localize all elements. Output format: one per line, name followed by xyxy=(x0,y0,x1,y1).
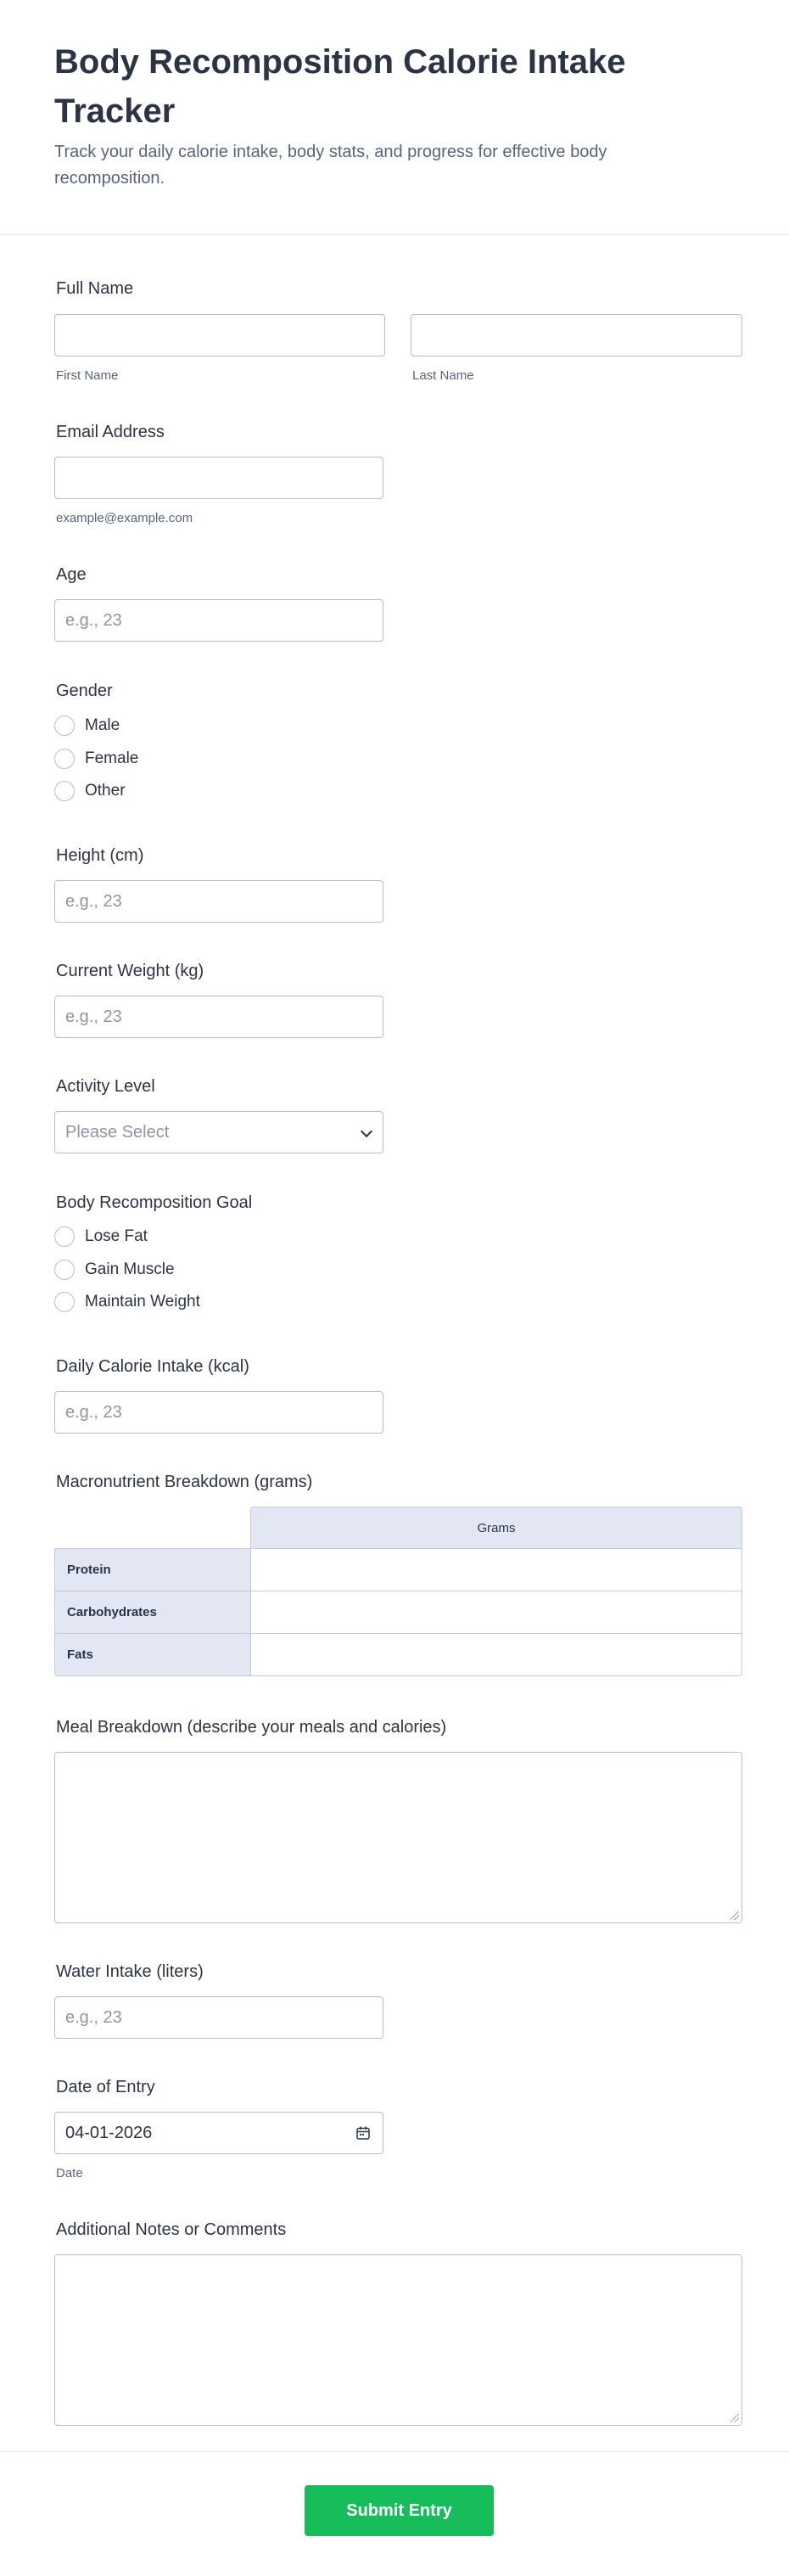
last-name-input[interactable] xyxy=(411,314,742,356)
gender-option-female[interactable] xyxy=(54,747,138,771)
weight-input[interactable] xyxy=(54,996,383,1038)
date-sublabel: Date xyxy=(56,2166,83,2180)
macros-label: Macronutrient Breakdown (grams) xyxy=(56,1473,313,1491)
date-value: 04-01-2026 xyxy=(65,2123,153,2142)
resize-handle-icon[interactable] xyxy=(730,2414,739,2422)
radio-label: Other xyxy=(85,782,126,800)
radio-button[interactable] xyxy=(54,1260,75,1280)
submit-button[interactable]: Submit Entry xyxy=(305,2485,494,2536)
date-input[interactable] xyxy=(54,2112,383,2154)
full-name-label: Full Name xyxy=(56,279,134,298)
carbohydrates-grams-input[interactable] xyxy=(250,1591,742,1634)
calories-placeholder: e.g., 23 xyxy=(65,1402,122,1422)
gender-option-other[interactable] xyxy=(54,779,126,803)
radio-label: Maintain Weight xyxy=(85,1293,200,1310)
radio-label: Male xyxy=(85,716,120,734)
email-sublabel: example@example.com xyxy=(56,511,193,525)
activity-placeholder: Please Select xyxy=(65,1122,170,1142)
radio-button[interactable] xyxy=(54,716,75,736)
age-placeholder: e.g., 23 xyxy=(65,610,122,630)
water-label: Water Intake (liters) xyxy=(56,1962,204,1981)
weight-label: Current Weight (kg) xyxy=(56,962,204,980)
gender-option-male[interactable] xyxy=(54,714,120,738)
radio-label: Gain Muscle xyxy=(85,1260,175,1278)
calendar-icon[interactable] xyxy=(355,2125,371,2141)
gender-label: Gender xyxy=(56,682,113,700)
resize-handle-icon[interactable] xyxy=(730,1911,739,1920)
fats-grams-input[interactable] xyxy=(250,1633,742,1676)
matrix-row-label: Carbohydrates xyxy=(54,1591,251,1634)
calories-label: Daily Calorie Intake (kcal) xyxy=(56,1357,249,1376)
radio-button[interactable] xyxy=(54,749,75,769)
macros-matrix xyxy=(54,1507,742,1678)
goal-option-gain-muscle[interactable] xyxy=(54,1258,175,1282)
date-label: Date of Entry xyxy=(56,2078,155,2096)
matrix-row-label: Protein xyxy=(54,1548,251,1591)
matrix-column-header: Grams xyxy=(250,1507,742,1549)
email-label: Email Address xyxy=(56,423,165,441)
goal-option-maintain-weight[interactable] xyxy=(54,1290,200,1314)
weight-placeholder: e.g., 23 xyxy=(65,1007,122,1026)
activity-label: Activity Level xyxy=(56,1077,155,1096)
activity-select[interactable] xyxy=(54,1111,383,1153)
water-input[interactable] xyxy=(54,1996,383,2039)
first-name-input[interactable] xyxy=(54,314,385,356)
calories-input[interactable] xyxy=(54,1391,383,1434)
age-label: Age xyxy=(56,565,87,584)
age-input[interactable] xyxy=(54,599,383,642)
last-name-sublabel: Last Name xyxy=(412,368,474,383)
radio-label: Lose Fat xyxy=(85,1227,148,1245)
email-input[interactable] xyxy=(54,457,383,499)
radio-button[interactable] xyxy=(54,1292,75,1312)
matrix-row-label: Fats xyxy=(54,1633,251,1676)
protein-grams-input[interactable] xyxy=(250,1548,742,1591)
radio-label: Female xyxy=(85,749,139,767)
height-placeholder: e.g., 23 xyxy=(65,891,122,911)
form-subtitle: Track your daily calorie intake, body stats, and progress for effective body recomposition. xyxy=(54,143,607,188)
form-title: Body Recomposition Calorie Intake Tracker xyxy=(54,43,626,130)
height-label: Height (cm) xyxy=(56,846,144,865)
chevron-down-icon xyxy=(361,1125,372,1137)
height-input[interactable] xyxy=(54,880,383,923)
form-header xyxy=(0,0,789,235)
goal-option-lose-fat[interactable] xyxy=(54,1225,148,1249)
meals-label: Meal Breakdown (describe your meals and calories) xyxy=(56,1718,447,1737)
radio-button[interactable] xyxy=(54,781,75,801)
goal-label: Body Recomposition Goal xyxy=(56,1193,253,1212)
notes-label: Additional Notes or Comments xyxy=(56,2220,287,2239)
meals-textarea[interactable] xyxy=(54,1752,742,1923)
first-name-sublabel: First Name xyxy=(56,368,119,383)
radio-button[interactable] xyxy=(54,1226,75,1247)
water-placeholder: e.g., 23 xyxy=(65,2007,122,2027)
notes-textarea[interactable] xyxy=(54,2254,742,2426)
